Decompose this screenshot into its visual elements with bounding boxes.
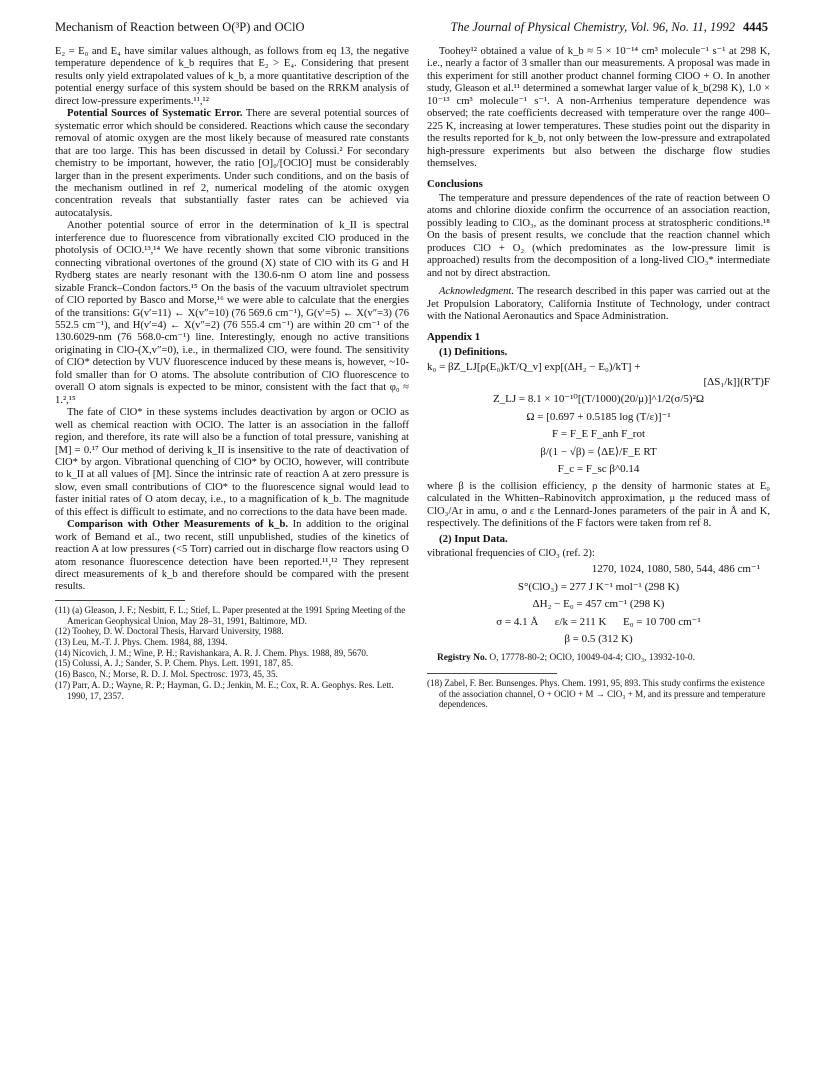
run-in-heading: Potential Sources of Systematic Error. (67, 108, 243, 120)
equation: k₀ = βZ_LJ[ρ(E₀)kT/Q_v] exp[(ΔH₂ − E₀)/kT] + (427, 361, 641, 374)
e0-value: E₀ = 10 700 cm⁻¹ (622, 615, 701, 628)
paragraph (55, 108, 409, 220)
running-header (55, 20, 768, 36)
equation: F = F_E F_anh F_rot (552, 428, 645, 441)
footnote: (14) Nicovich, J. M.; Wine, P. H.; Ravishankara, A. R. J. Chem. Phys. 1988, 89, 5670. (55, 647, 369, 658)
registry-text: O, 17778-80-2; OClO, 10049-04-4; ClO₃, 13932-10-0. (487, 652, 695, 663)
paragraph-text: The research described in this paper was carried out at the Jet Propulsion Laboratory, California Institute of Technology, under contract with the National Aeronautics and Space Administration. (427, 286, 770, 323)
running-title: Mechanism of Reaction between O(³P) and OClO (55, 20, 305, 34)
left-column (55, 46, 409, 701)
paragraph-text: In addition to the original work of Bemand et al., two recent, still unpublished, studies of the kinetics of reaction A at low pressures (<5 Torr) carried out in discharge flow reactors using O atom resonance fluorescence detection have been reported.¹¹,¹² They represent direct measurements of k_b and therefore should be compared with the present results. (55, 519, 409, 593)
subsection-heading: (1) Definitions. (439, 345, 508, 358)
page-number: 4445 (743, 20, 768, 34)
paragraph: E₂ = E₀ and E₄ have similar values although, as follows from eq 13, the negative temperature dependence of k_b requires that E₂ > E₄. Considering that present results only yield extrapolated values of k_b, a more quantitative description of the potential energy surface of this system should be based on the RRKM analysis of direct low-pressure experiments.¹¹,¹² (55, 46, 409, 107)
section-heading: Appendix 1 (427, 330, 481, 343)
footnote-rule (427, 673, 557, 674)
data-line: S°(ClO₃) = 277 J K⁻¹ mol⁻¹ (298 K) (517, 580, 680, 593)
run-in-heading: Comparison with Other Measurements of k_b. (67, 519, 288, 531)
footnote-rule (55, 600, 185, 601)
footnote: (16) Basco, N.; Morse, R. D. J. Mol. Spectrosc. 1973, 45, 35. (55, 669, 278, 680)
registry-label: Registry No. (437, 652, 487, 663)
equation: β/(1 − √β) = ⟨ΔE⟩/F_E RT (540, 445, 657, 458)
subsection-heading: (2) Input Data. (439, 533, 508, 546)
equation: [ΔS₁/k]](R′T)F (703, 375, 770, 388)
paragraph: The fate of ClO* in these systems includes deactivation by argon or OClO as well as chemical reaction with OClO. The latter is an association in the falloff region, and therefore, its rate will also be a function of total pressure, vanishing at [M] = 0.¹⁷ Our method of deriving k_II is insensitive to the rate of deactivation of ClO* by argon. Vibrational quenching of ClO* by OClO, however, will contribute to k_II at all values of [M]. Since the intrinsic rate of reaction A at zero pressure is slow, even small contributions of ClO* to the fluorescence signal would lead to faster initial rates of O atom decay, i.e., to a magnification of k_b. The magnitude of this effect is difficult to estimate, and no corrections to the data have been made. (55, 407, 409, 518)
footnote: (15) Colussi, A. J.; Sander, S. P. Chem. Phys. Lett. 1991, 187, 85. (55, 658, 294, 669)
equation: F_c = F_sc β^0.14 (557, 463, 640, 476)
data-line: β = 0.5 (312 K) (564, 633, 633, 646)
epsilon-value: ε/k = 211 K (554, 615, 607, 628)
footnotes (55, 605, 409, 701)
data-line: ΔH₂ − E₀ = 457 cm⁻¹ (298 K) (532, 598, 665, 611)
registry-numbers (427, 652, 770, 664)
acknowledgment (427, 286, 770, 323)
data-line (427, 616, 770, 628)
journal-name: The Journal of Physical Chemistry, Vol. 96, No. 11, 1992 (450, 20, 735, 34)
run-in-heading: Acknowledgment. (439, 286, 515, 298)
data-line: 1270, 1024, 1080, 580, 544, 486 cm⁻¹ (591, 563, 760, 576)
paragraph: vibrational frequencies of ClO₃ (ref. 2): (427, 547, 595, 559)
section-heading: Conclusions (427, 177, 483, 190)
footnote: (11) (a) Gleason, J. F.; Nesbitt, F. L.; Stief, L. Paper presented at the 1991 Spring Meeting of the American Geophysical Union, May 28–31, 1991, Baltimore, MD. (55, 604, 406, 626)
equation: Ω = [0.697 + 0.5185 log (T/ε)]⁻¹ (526, 410, 671, 423)
footnote: (12) Toohey, D. W. Doctoral Thesis, Harvard University, 1988. (55, 626, 284, 637)
paragraph: Toohey¹² obtained a value of k_b ≈ 5 × 10⁻¹⁴ cm³ molecule⁻¹ s⁻¹ at 298 K, i.e., nearly a factor of 3 smaller than our measurements. A proposal was made in this experiment for still another product channel forming ClOO + O. In another study, Gleason et al.¹¹ determined a somewhat larger value of k_b(298 K), 1.0 × 10⁻¹³ cm³ molecule⁻¹ s⁻¹. A non-Arrhenius temperature dependence was observed; the rate coefficients decreased with temperature over the range 400–225 K, increasing at lower temperatures. These studies point out the disparity in the results reported for k_b, not only between the low-pressure and extrapolated high-pressure experiments but also between the discharge flow studies themselves. (427, 46, 770, 170)
footnote: (18) Zabel, F. Ber. Bunsenges. Phys. Chem. 1991, 95, 893. This study confirms the existence of the association channel, O + OClO + M → ClO₃ + M, and its pressure and temperature dependences. (427, 678, 766, 710)
paragraph: where β is the collision efficiency, ρ the density of harmonic states at E₀ calculated in the Whitten–Rabinovitch approximation, μ the reduced mass of ClO₃/Ar in amu, σ and ε the Lennard-Jones parameters of the pair in Å and K, respectively. The definitions of the F factors were taken from ref 8. (427, 480, 770, 529)
paragraph (55, 519, 409, 594)
footnote: (13) Leu, M.-T. J. Phys. Chem. 1984, 88, 1394. (55, 637, 228, 648)
right-column (427, 46, 770, 710)
footnotes (427, 678, 770, 710)
equation: Z_LJ = 8.1 × 10⁻¹⁰[(T/1000)(20/μ)]^1/2(σ/5)²Ω (492, 393, 705, 406)
footnote: (17) Parr, A. D.; Wayne, R. P.; Hayman, G. D.; Jenkin, M. E.; Cox, R. A. Geophys. Res. Lett. 1990, 17, 2357. (55, 679, 394, 701)
paragraph-text: There are several potential sources of systematic error which should be considered. Reactions which cause the secondary removal of atomic oxygen are the most likely because of measured rate constants that are too large. This has been discussed in detail by Colussi.² For secondary chemistry to be important, however, the ratio [O]₀/[OClO] must be considerably larger than in the present experiments. Under such conditions, and on the basis of the mechanism outlined in ref 2, numerical modeling of the atomic oxygen concentration reveals that substantially faster rates can be achieved via autocatalysis. (55, 108, 409, 219)
sigma-value: σ = 4.1 Å (496, 615, 539, 628)
paragraph: The temperature and pressure dependences of the rate of reaction between O atoms and chlorine dioxide confirm the occurrence of an association reaction, possibly leading to ClO₃, as the dominant process at stratospheric conditions.¹⁸ On the basis of present results, we conclude that the reaction channel which produces ClO + O₂ (which predominates as the low-pressure limit is approached) results from the decomposition of a long-lived ClO₃* intermediate and not by direct abstraction. (427, 192, 770, 279)
paragraph: Another potential source of error in the determination of k_II is spectral interference due to fluorescence from vibrationally excited ClO produced in the photolysis of OClO.¹³,¹⁴ We have recently shown that some vibronic transitions connecting vibrational overtones of the ground (X) state of ClO with its G and H Rydberg states are nearly resonant with the 130.6-nm O atom line and possess sizable Franck–Condon factors.¹⁵ On the basis of the vacuum ultraviolet spectrum of ClO reported by Basco and Morse,¹⁶ we were able to calculate that the energies of the transitions: G(v′=11) ← X(v″=10) (76 569.6 cm⁻¹), G(v′=5) ← X(v″=3) (76 552.5 cm⁻¹), and H(v′=4) ← X(v″=2) (76 555.4 cm⁻¹) are within 20 cm⁻¹ of the 130.6029-nm (76 568.0-cm⁻¹) line. Interestingly, enough no active transitions originating in ClO-(X,v″=0), i.e., in thermalized ClO, were found. The sensitivity of ClO* detection by VUV fluorescence induced by these means is, however, ~10-fold smaller than for O atoms. The absolute contribution of ClO fluorescence to overall O atom signals is expected to be minor, consistent with the fact that φ₀ ≈ 1.²,¹⁵ (55, 220, 409, 406)
journal-citation (451, 20, 768, 35)
